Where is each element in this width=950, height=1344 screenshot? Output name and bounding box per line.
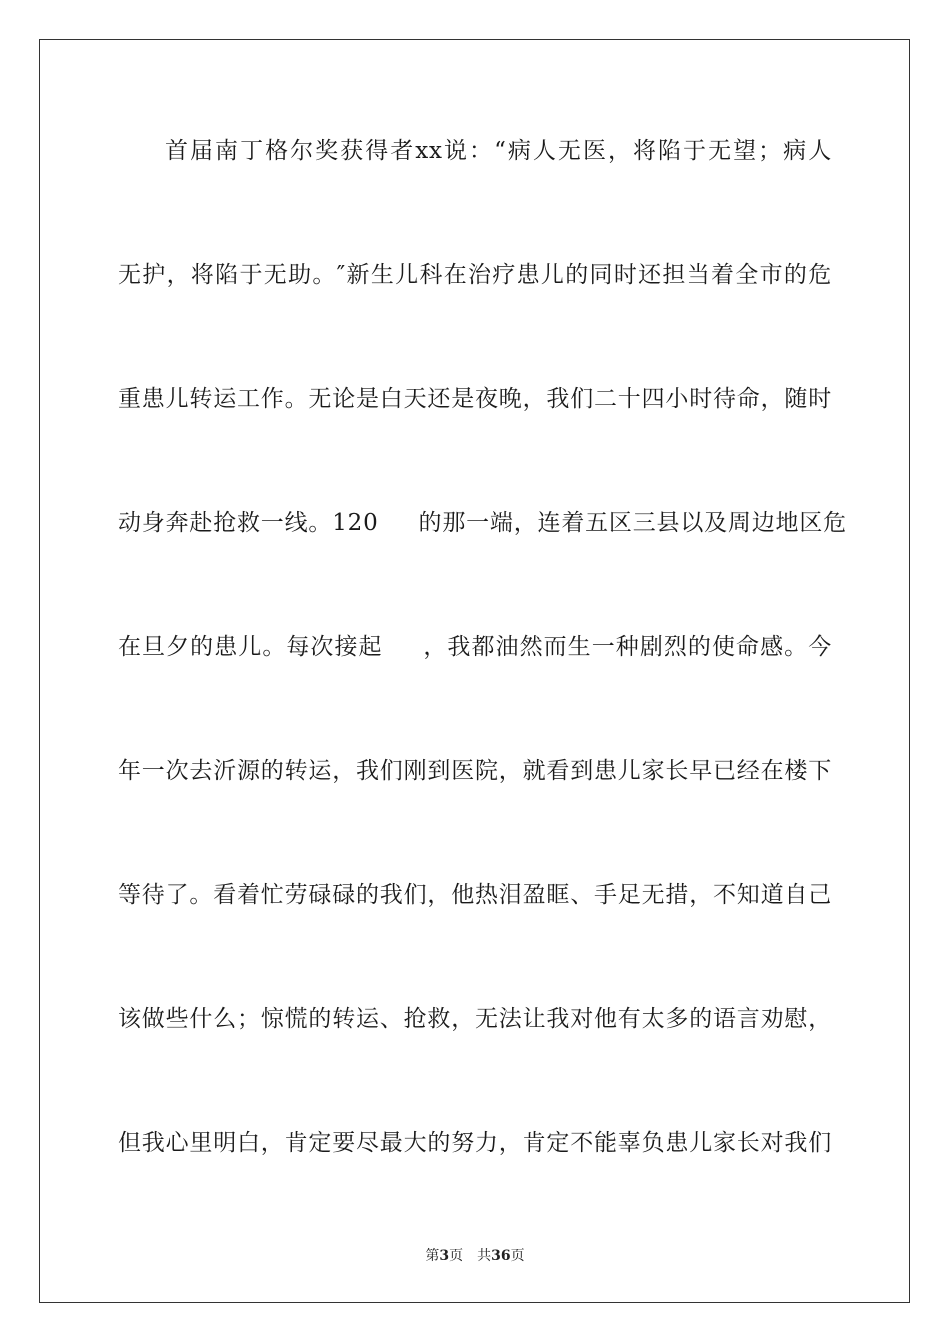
total-prefix: 共 <box>477 1248 492 1264</box>
page-prefix: 第 <box>425 1248 440 1264</box>
paragraph-line: 但我心里明白，肯定要尽最大的努力，肯定不能辜负患儿家长对我们 <box>118 1130 832 1156</box>
paragraph-line: 年一次去沂源的转运，我们刚到医院，就看到患儿家长早已经在楼下 <box>118 758 832 784</box>
page-suffix: 页 <box>449 1248 464 1264</box>
paragraph-line: 等待了。看着忙劳碌碌的我们，他热泪盈眶、手足无措，不知道自己 <box>118 882 832 908</box>
paragraph-line: 重患儿转运工作。无论是白天还是夜晚，我们二十四小时待命，随时 <box>118 386 832 412</box>
paragraph-line: 无护，将陷于无助。″新生儿科在治疗患儿的同时还担当着全市的危 <box>118 262 832 288</box>
paragraph-line: 在旦夕的患儿。每次接起 ，我都油然而生一种剧烈的使命感。今 <box>118 634 832 660</box>
total-pages: 36 <box>491 1248 511 1264</box>
total-suffix: 页 <box>510 1248 525 1264</box>
paragraph-line: 首届南丁格尔奖获得者xx说：“病人无医，将陷于无望；病人 <box>165 138 832 164</box>
page-border <box>39 39 910 1303</box>
paragraph-line: 该做些什么；惊慌的转运、抢救，无法让我对他有太多的语言劝慰， <box>118 1006 832 1032</box>
paragraph-line: 动身奔赴抢救一线。120 的那一端，连着五区三县以及周边地区危 <box>118 510 847 536</box>
page-number: 3 <box>439 1248 450 1264</box>
page-footer <box>0 1247 950 1265</box>
